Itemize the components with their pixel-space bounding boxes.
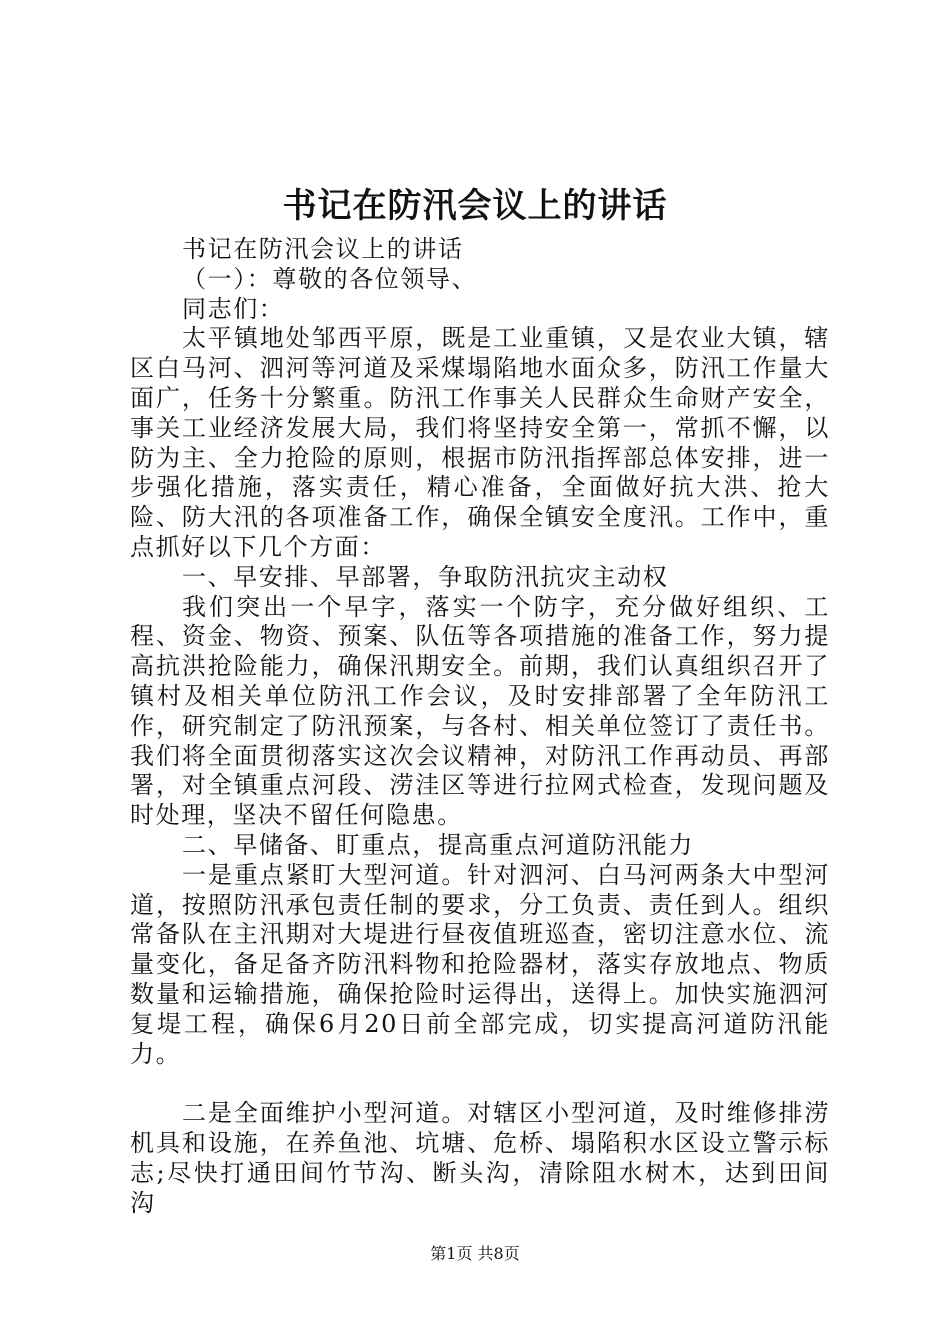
paragraph-section-heading: （一）：尊敬的各位领导、	[182, 264, 478, 293]
paragraph-body-1: 我们突出一个早字，落实一个防字，充分做好组织、工程、资金、物资、预案、队伍等各项措施的准备工作，努力提高抗洪抢险能力，确保汛期安全。前期，我们认真组织召开了镇村及相关单位防汛工作会议，及时安排部署了全年防汛工作，研究制定了防汛预案，与各村、相关单位签订了责任书。我们将全面贯彻落实这次会议精神，对防汛工作再动员、再部署，对全镇重点河段、涝洼区等进行拉网式检查，发现问题及时处理，坚决不留任何隐患。	[130, 592, 830, 830]
paragraph-intro: 太平镇地处邹西平原，既是工业重镇，又是农业大镇，辖区白马河、泗河等河道及采煤塌陷地水面众多，防汛工作量大面广，任务十分繁重。防汛工作事关人民群众生命财产安全，事关工业经济发展大局，我们将坚持安全第一，常抓不懈，以防为主、全力抢险的原则，根据市防汛指挥部总体安排，进一步强化措施，落实责任，精心准备，全面做好抗大洪、抢大险、防大汛的各项准备工作，确保全镇安全度汛。工作中，重点抓好以下几个方面：	[130, 324, 830, 561]
paragraph-heading-1: 一、早安排、早部署，争取防汛抗灾主动权	[182, 562, 669, 591]
page-footer: 第1页 共8页	[430, 1244, 520, 1263]
document-body	[130, 235, 830, 1219]
paragraph-subtitle: 书记在防汛会议上的讲话	[182, 235, 464, 263]
paragraph-body-3: 二是全面维护小型河道。对辖区小型河道，及时维修排涝机具和设施，在养鱼池、坑塘、危桥、塌陷积水区设立警示标志;尽快打通田间竹节沟、断头沟，清除阻水树木，达到田间沟	[130, 1099, 830, 1217]
paragraph-salutation: 同志们：	[182, 294, 285, 323]
page-title: 书记在防汛会议上的讲话	[282, 186, 668, 226]
paragraph-body-2: 一是重点紧盯大型河道。针对泗河、白马河两条大中型河道，按照防汛承包责任制的要求，分工负责、责任到人。组织常备队在主汛期对大堤进行昼夜值班巡查，密切注意水位、流量变化，备足备齐防汛料物和抢险器材，落实存放地点、物质数量和运输措施，确保抢险时运得出，送得上。加快实施泗河复堤工程，确保6月20日前全部完成，切实提高河道防汛能力。	[130, 860, 830, 1068]
paragraph-heading-2: 二、早储备、盯重点，提高重点河道防汛能力	[182, 830, 694, 859]
